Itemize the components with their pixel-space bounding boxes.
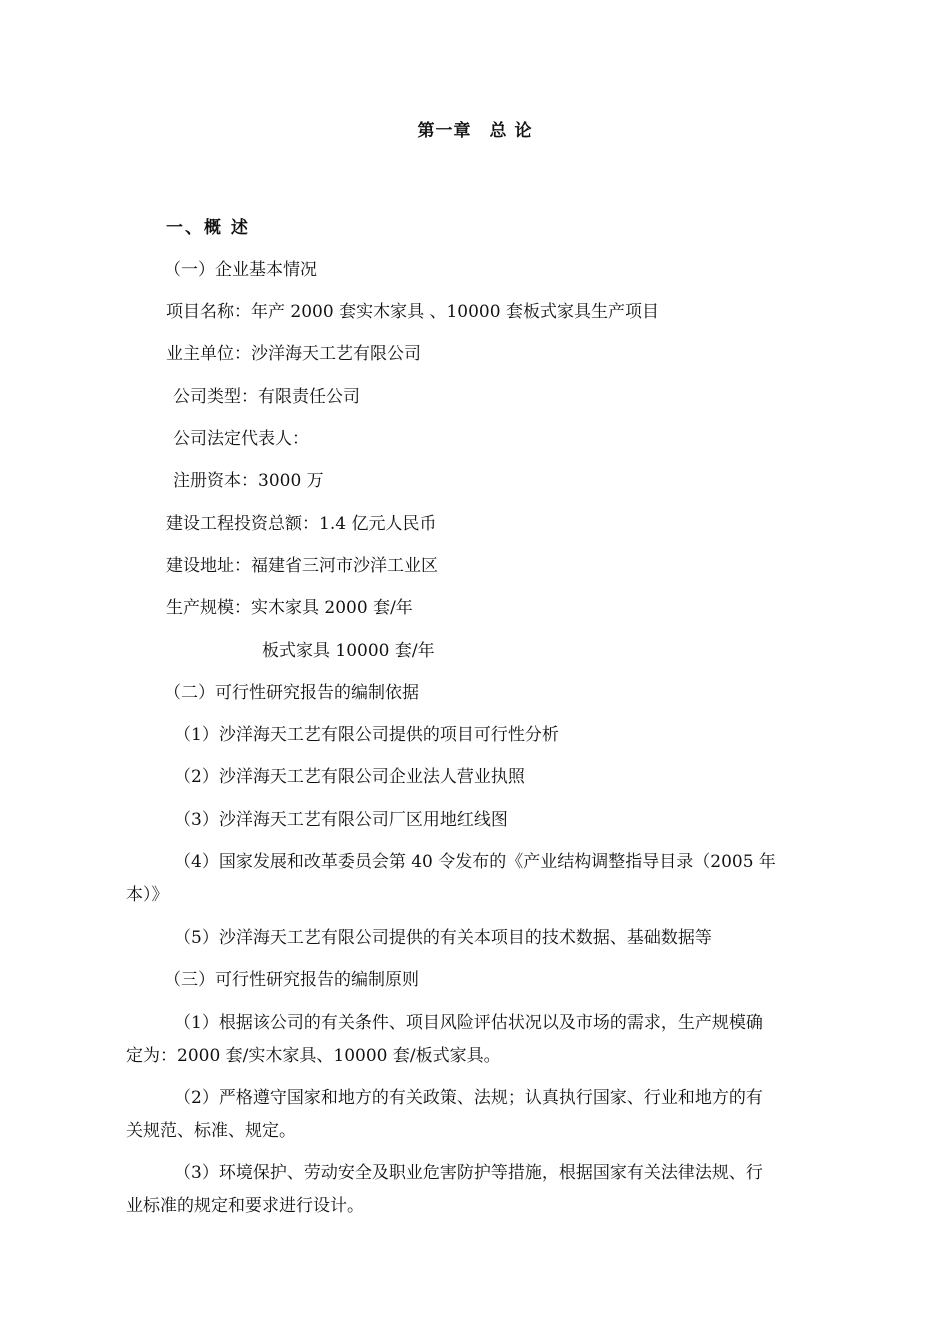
- section-heading: 一、概 述: [166, 218, 250, 238]
- principle-line-continued: 关规范、标准、规定。: [126, 1121, 296, 1141]
- investment-total: 建设工程投资总额：1.4 亿元人民币: [166, 514, 437, 534]
- registered-capital: 注册资本：3000 万: [173, 471, 324, 491]
- production-scale-continued: 板式家具 10000 套/年: [262, 641, 435, 661]
- principle-line: （2）严格遵守国家和地方的有关政策、法规；认真执行国家、行业和地方的有: [174, 1088, 763, 1108]
- construction-location: 建设地址：福建省三河市沙洋工业区: [166, 556, 438, 576]
- basis-item: （1）沙洋海天工艺有限公司提供的项目可行性分析: [174, 725, 559, 745]
- production-scale: 生产规模：实木家具 2000 套/年: [166, 598, 413, 618]
- principle-line-continued: 业标准的规定和要求进行设计。: [126, 1196, 364, 1216]
- principle-line: （1）根据该公司的有关条件、项目风险评估状况以及市场的需求，生产规模确: [174, 1013, 763, 1033]
- basis-item: （2）沙洋海天工艺有限公司企业法人营业执照: [174, 767, 525, 787]
- principle-line: （3）环境保护、劳动安全及职业危害防护等措施，根据国家有关法律法规、行: [174, 1163, 763, 1183]
- basis-item: （4）国家发展和改革委员会第 40 令发布的《产业结构调整指导目录（2005 年: [174, 852, 776, 872]
- subsection-heading: （二）可行性研究报告的编制依据: [164, 683, 419, 703]
- principle-line-continued: 定为：2000 套/实木家具、10000 套/板式家具。: [126, 1046, 501, 1066]
- subsection-heading: （三）可行性研究报告的编制原则: [164, 970, 419, 990]
- subsection-heading: （一）企业基本情况: [164, 260, 317, 280]
- project-name: 项目名称：年产 2000 套实木家具 、10000 套板式家具生产项目: [166, 302, 659, 322]
- basis-item: （5）沙洋海天工艺有限公司提供的有关本项目的技术数据、基础数据等: [174, 928, 712, 948]
- chapter-title: 第一章 总 论: [417, 121, 533, 141]
- basis-item-continued: 本）》: [126, 885, 169, 905]
- legal-representative: 公司法定代表人：: [173, 429, 309, 449]
- owner-unit: 业主单位：沙洋海天工艺有限公司: [166, 344, 421, 364]
- company-type: 公司类型：有限责任公司: [173, 387, 360, 407]
- basis-item: （3）沙洋海天工艺有限公司厂区用地红线图: [174, 810, 508, 830]
